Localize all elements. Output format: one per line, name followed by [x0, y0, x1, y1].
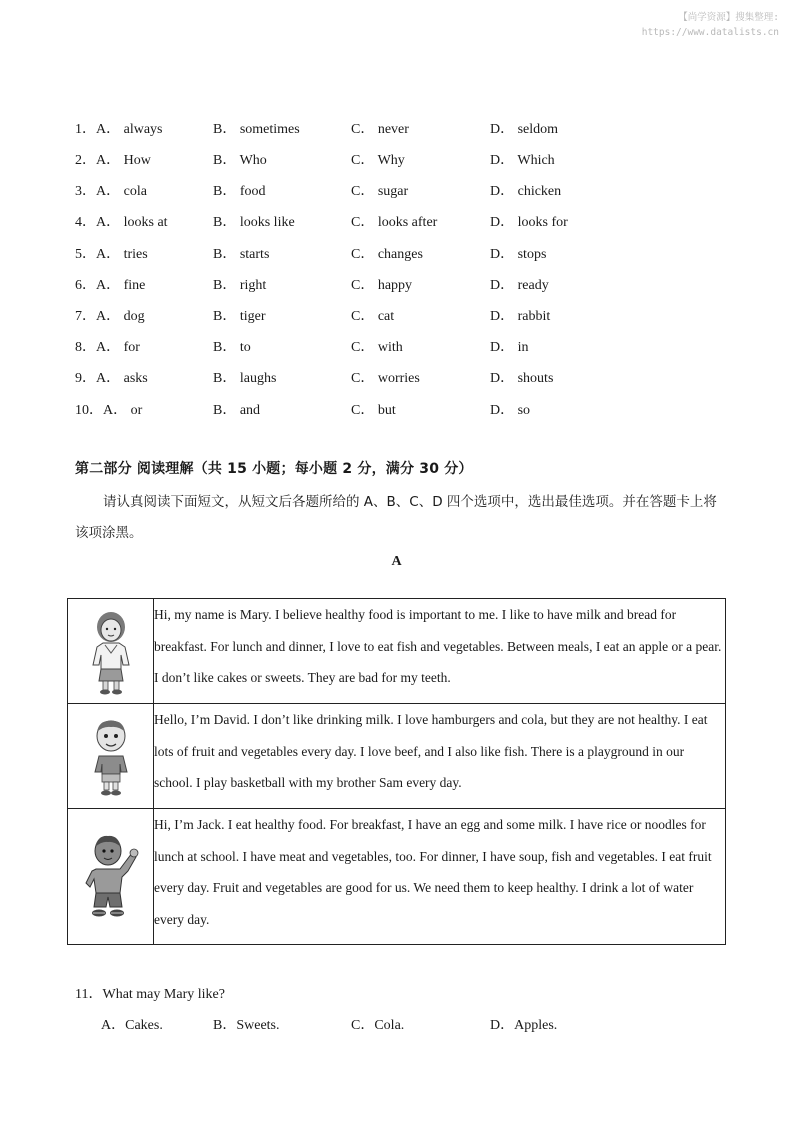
portrait-cell	[68, 599, 154, 704]
option-c: C． but	[351, 403, 396, 418]
option-a: 4．A． looks at	[75, 215, 168, 230]
option-row	[0, 399, 793, 419]
table-row	[68, 809, 726, 945]
watermark	[599, 10, 779, 40]
question-11-options	[0, 1014, 793, 1034]
option-row	[0, 149, 793, 169]
option-row	[0, 243, 793, 263]
girl-illustration-icon	[81, 607, 141, 695]
option-a: 8．A． for	[75, 340, 140, 355]
question-number: 10．	[75, 403, 103, 418]
option-d: D． ready	[490, 278, 549, 293]
option-d: D． looks for	[490, 215, 568, 230]
option-row	[0, 367, 793, 387]
watermark-line-2: https://www.datalists.cn	[641, 27, 779, 38]
watermark-line-1: 【尚学资源】搜集整理:	[678, 12, 779, 23]
question-11-stem: 11．What may Mary like?	[75, 987, 225, 1002]
option-b: B． tiger	[213, 309, 266, 324]
option-d: D． shouts	[490, 371, 554, 386]
option-c: C． changes	[351, 247, 423, 262]
option-row	[0, 118, 793, 138]
option-b: B． looks like	[213, 215, 295, 230]
option-d: D． Which	[490, 153, 555, 168]
boy-illustration-icon	[83, 714, 139, 798]
option-c: C． worries	[351, 371, 420, 386]
portrait-cell	[68, 809, 154, 945]
option-b: B． laughs	[213, 371, 277, 386]
option-d: D．Apples.	[490, 1018, 558, 1033]
option-d: D． so	[490, 403, 531, 418]
option-c: C． never	[351, 122, 409, 137]
question-number: 6．	[75, 278, 96, 293]
option-a: 7．A． dog	[75, 309, 145, 324]
option-a: 5．A． tries	[75, 247, 148, 262]
option-row	[0, 180, 793, 200]
passage-text-david: Hello, I’m David. I don’t like drinking milk. I love hamburgers and cola, but they are not healthy. I eat lots of fruit and vegetables every day. I love beef, and I also like fish. There is a playground in our school. I play basketball with my brother Sam every day.	[154, 704, 726, 809]
question-number: 5．	[75, 247, 96, 262]
option-b: B．Sweets.	[213, 1018, 280, 1033]
table-row	[68, 704, 726, 809]
option-a: 9．A． asks	[75, 371, 148, 386]
option-d: D． rabbit	[490, 309, 551, 324]
option-a: 6．A． fine	[75, 278, 146, 293]
option-d: D． seldom	[490, 122, 559, 137]
question-number: 7．	[75, 309, 96, 324]
section-instructions: 请认真阅读下面短文，从短文后各题所给的 A、B、C、D 四个选项中，选出最佳选项。并在答题卡上将该项涂黑。	[75, 494, 717, 541]
option-c: C． with	[351, 340, 403, 355]
option-a: 1．A． always	[75, 122, 163, 137]
option-b: B． right	[213, 278, 267, 293]
option-b: B． sometimes	[213, 122, 300, 137]
waving-boy-illustration-icon	[80, 831, 142, 923]
reading-table	[67, 598, 726, 945]
question-number: 1．	[75, 122, 96, 137]
question-number: 9．	[75, 371, 96, 386]
portrait-cell	[68, 704, 154, 809]
option-d: D． chicken	[490, 184, 562, 199]
option-row	[0, 305, 793, 325]
option-c: C． cat	[351, 309, 395, 324]
option-c: C． Why	[351, 153, 405, 168]
passage-text-mary: Hi, my name is Mary. I believe healthy food is important to me. I like to have milk and bread for breakfast. For lunch and dinner, I love to eat fish and vegetables. Between meals, I eat an apple or a pear. I don’t like cakes or sweets. They are bad for my teeth.	[154, 599, 726, 704]
passage-text-jack: Hi, I’m Jack. I eat healthy food. For breakfast, I have an egg and some milk. I have rice or noodles for lunch at school. I have meat and vegetables, too. For dinner, I have soup, fish and vegetables. I eat fruit every day. Fruit and vegetables are good for us. We need them to keep healthy. I drink a lot of water every day.	[154, 809, 726, 945]
option-b: B． to	[213, 340, 251, 355]
option-b: B． starts	[213, 247, 270, 262]
passage-label: A	[391, 554, 402, 569]
question-number: 2．	[75, 153, 96, 168]
option-a: 3．A． cola	[75, 184, 147, 199]
option-c: C． happy	[351, 278, 413, 293]
question-number: 8．	[75, 340, 96, 355]
option-c: C． sugar	[351, 184, 409, 199]
section-title: 第二部分 阅读理解（共 15 小题；每小题 2 分，满分 30 分）	[75, 461, 473, 477]
question-number: 3．	[75, 184, 96, 199]
option-a: 10．A． or	[75, 403, 143, 418]
option-c: C． looks after	[351, 215, 438, 230]
option-b: B． Who	[213, 153, 267, 168]
option-b: B． and	[213, 403, 261, 418]
option-d: D． in	[490, 340, 529, 355]
option-row	[0, 274, 793, 294]
option-a: 2．A． How	[75, 153, 151, 168]
option-row	[0, 336, 793, 356]
option-b: B． food	[213, 184, 266, 199]
option-a: A．Cakes.	[101, 1018, 163, 1033]
question-number: 4．	[75, 215, 96, 230]
option-row	[0, 211, 793, 231]
option-d: D． stops	[490, 247, 547, 262]
table-row	[68, 599, 726, 704]
option-c: C．Cola.	[351, 1018, 405, 1033]
